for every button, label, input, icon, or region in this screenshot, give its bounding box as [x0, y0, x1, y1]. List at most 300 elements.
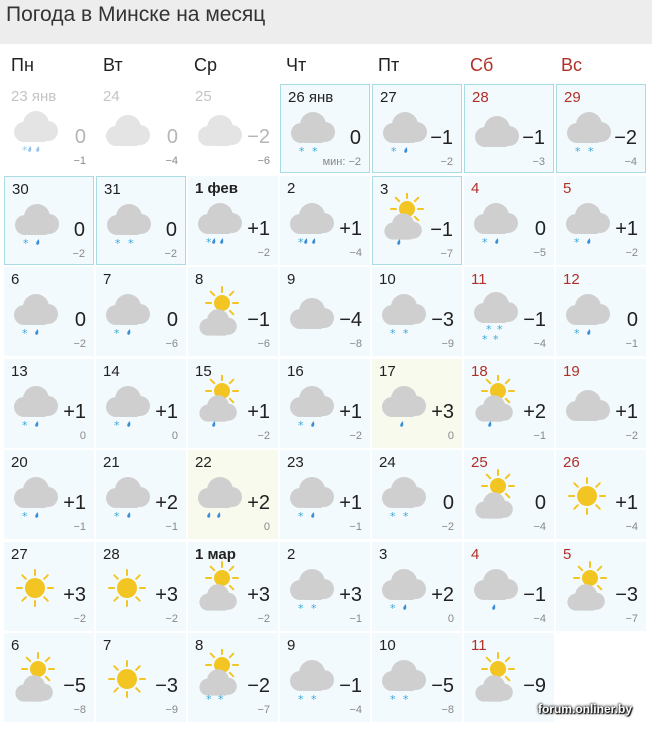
min-temperature: −6 [165, 338, 178, 350]
cloud-snow-rain-icon [100, 466, 154, 526]
max-temperature: +1 [339, 492, 362, 514]
max-temperature: 0 [73, 218, 85, 241]
svg-text:*: * [574, 327, 580, 340]
day-number: 1 фев [195, 179, 239, 197]
cloud-icon [560, 375, 614, 435]
svg-text:*: * [482, 235, 488, 249]
max-temperature: 0 [349, 127, 361, 149]
max-temperature: +3 [63, 583, 86, 606]
calendar-grid [4, 84, 648, 724]
cloud-snow-rain-icon [284, 375, 338, 435]
cloud-shape [474, 292, 518, 323]
cloud-snow-icon [376, 283, 430, 343]
cloud-snow-snow-icon [468, 283, 522, 343]
day-cell[interactable] [4, 176, 94, 265]
max-temperature: 0 [74, 126, 86, 148]
svg-text:*: * [497, 323, 503, 336]
max-temperature: −2 [247, 675, 270, 697]
day-number: 1 мар [195, 545, 236, 563]
day-number: 8 [195, 271, 204, 288]
cloud-shape [382, 660, 426, 691]
day-cell[interactable] [4, 359, 94, 448]
day-number: 2 [287, 179, 296, 197]
day-cell[interactable] [4, 267, 94, 356]
cloud-shape [198, 115, 242, 146]
sun-cloud-icon [560, 558, 614, 618]
max-temperature: +3 [247, 583, 270, 606]
cloud-shape [290, 569, 334, 600]
day-number: 28 [103, 545, 120, 563]
cloud-shape [14, 386, 58, 417]
day-number: 7 [103, 271, 112, 288]
cloud-snow-icon [101, 193, 155, 253]
day-cell[interactable] [372, 84, 462, 173]
cloud-snow-rain-icon [560, 283, 614, 343]
day-number: 23 янв [11, 88, 57, 105]
max-temperature: +1 [339, 217, 362, 240]
day-cell[interactable] [96, 267, 186, 356]
day-cell[interactable] [464, 542, 554, 631]
min-temperature: −1 [625, 338, 638, 350]
day-cell[interactable] [188, 633, 278, 722]
day-number: 11 [471, 271, 487, 288]
min-temperature: −1 [73, 155, 86, 167]
svg-text:*: * [128, 236, 134, 250]
day-cell[interactable] [96, 633, 186, 722]
cloud-shape [566, 203, 610, 234]
max-temperature: 0 [166, 126, 178, 148]
svg-text:*: * [482, 333, 488, 343]
svg-text:*: * [298, 418, 304, 432]
min-temperature: −4 [349, 246, 362, 259]
cloud-shape [566, 390, 610, 421]
svg-text:*: * [403, 510, 409, 523]
cloud-shape [382, 477, 426, 508]
day-number: 14 [103, 362, 120, 380]
min-temperature: −4 [533, 338, 546, 350]
day-cell[interactable] [556, 84, 646, 173]
cloud-shape [290, 477, 334, 508]
max-temperature: +1 [339, 400, 362, 423]
day-cell[interactable] [372, 450, 462, 539]
max-temperature: −1 [522, 127, 545, 149]
day-number: 21 [103, 454, 120, 471]
max-temperature: −2 [614, 127, 637, 149]
cloud-shape [566, 294, 610, 325]
max-temperature: +1 [247, 217, 270, 240]
day-number: 28 [472, 89, 489, 106]
min-temperature: −7 [440, 247, 453, 260]
svg-text:*: * [486, 323, 492, 336]
day-cell[interactable] [372, 267, 462, 356]
min-temperature: −6 [257, 155, 270, 167]
sun-shape [109, 570, 145, 606]
day-number: 24 [103, 88, 120, 105]
day-number: 29 [564, 89, 581, 106]
svg-text:*: * [298, 235, 304, 249]
cloud-snow-rain-icon [560, 192, 614, 252]
sun-cloud-icon [8, 649, 62, 709]
sun-cloud-icon [192, 283, 246, 343]
day-cell[interactable] [372, 542, 462, 631]
cloud-shape [290, 386, 334, 417]
day-number: 6 [11, 637, 20, 654]
day-number: 31 [104, 180, 121, 198]
weekday-label: Ср [194, 55, 218, 75]
cloud-shape [106, 294, 150, 325]
cloud-snow-rain-icon [376, 558, 430, 618]
day-number: 6 [11, 271, 20, 288]
sun-icon [8, 558, 62, 618]
weekday-label: Вт [103, 55, 123, 75]
min-temperature: −4 [349, 704, 362, 716]
max-temperature: +3 [339, 583, 362, 606]
cloud-snow-icon [376, 649, 430, 709]
cloud-shape [382, 569, 426, 600]
weekday-label: Сб [470, 55, 494, 75]
day-cell[interactable] [96, 542, 186, 631]
cloud-icon [284, 283, 338, 343]
cloud-shape [290, 203, 334, 234]
svg-text:*: * [298, 693, 304, 706]
day-number: 27 [11, 545, 28, 563]
day-number: 12 [563, 271, 580, 288]
svg-text:*: * [298, 510, 304, 523]
sun-cloud-rain-icon [377, 193, 431, 253]
cloud-shape [291, 112, 335, 143]
page-title: Погода в Минске на месяц [6, 3, 266, 26]
cloud-rain-icon [468, 558, 522, 618]
max-temperature: 0 [626, 309, 638, 331]
sun-icon [100, 649, 154, 709]
day-number: 19 [563, 362, 580, 380]
svg-text:*: * [114, 327, 120, 340]
day-cell[interactable] [464, 176, 554, 265]
cloud-shape [567, 112, 611, 143]
min-temperature: 0 [79, 429, 86, 442]
max-temperature: 0 [165, 218, 177, 241]
cloud-shape [198, 203, 242, 234]
day-cell[interactable] [556, 176, 646, 265]
min-temperature: −2 [72, 247, 85, 260]
cloud-snow-rain-icon [8, 375, 62, 435]
day-cell[interactable] [280, 450, 370, 539]
day-number: 30 [12, 180, 29, 198]
svg-text:*: * [391, 145, 397, 158]
svg-text:*: * [588, 145, 594, 158]
sun-shape [569, 478, 605, 514]
day-cell[interactable] [280, 633, 370, 722]
svg-text:*: * [390, 327, 396, 340]
svg-text:*: * [311, 693, 317, 706]
day-number: 25 [195, 88, 212, 105]
min-temperature: −2 [257, 429, 270, 442]
day-number: 9 [287, 271, 296, 288]
day-cell[interactable] [96, 176, 186, 265]
svg-text:*: * [403, 693, 409, 706]
day-cell[interactable] [4, 542, 94, 631]
day-number: 13 [11, 362, 28, 380]
day-cell[interactable] [372, 633, 462, 722]
svg-text:*: * [299, 145, 305, 158]
max-temperature: 0 [166, 309, 178, 331]
day-number: 22 [195, 454, 212, 471]
day-cell[interactable] [4, 450, 94, 539]
min-temperature: −1 [165, 521, 178, 533]
max-temperature: 0 [74, 309, 86, 331]
day-cell[interactable] [188, 176, 278, 265]
svg-text:*: * [114, 418, 120, 432]
max-temperature: 0 [534, 492, 546, 514]
cloud-snow-rain-icon [468, 192, 522, 252]
svg-text:*: * [206, 235, 212, 249]
sun-icon [100, 558, 154, 618]
svg-text:*: * [574, 235, 580, 249]
cloud-shape [475, 116, 519, 147]
day-cell[interactable] [188, 450, 278, 539]
max-temperature: +1 [247, 400, 270, 423]
day-number: 9 [287, 637, 296, 654]
day-cell[interactable] [464, 359, 554, 448]
day-cell[interactable] [188, 542, 278, 631]
day-number: 20 [11, 454, 28, 471]
day-cell[interactable] [464, 84, 554, 173]
day-cell[interactable] [4, 84, 94, 173]
cloud-snow-rain-icon [8, 283, 62, 343]
max-temperature: +1 [615, 492, 638, 514]
min-temperature: −1 [533, 429, 546, 442]
min-temperature: 0 [447, 429, 454, 442]
weekday-label: Чт [286, 55, 307, 75]
cloud-snow-icon [284, 649, 338, 709]
header-bar [0, 0, 652, 44]
svg-text:*: * [403, 327, 409, 340]
cloud-shape [474, 569, 518, 600]
max-temperature: +2 [247, 492, 270, 514]
min-temperature: −8 [73, 704, 86, 716]
day-number: 8 [195, 637, 204, 654]
min-temperature: −3 [532, 156, 545, 168]
day-cell[interactable] [188, 84, 278, 173]
cloud-shape [474, 203, 518, 234]
day-number: 3 [379, 545, 388, 563]
day-number: 26 [563, 454, 580, 471]
max-temperature: −1 [523, 309, 546, 331]
max-temperature: +1 [615, 400, 638, 423]
max-temperature: +3 [431, 400, 454, 423]
cloud-icon [469, 101, 523, 161]
day-cell[interactable] [280, 267, 370, 356]
svg-text:*: * [390, 601, 396, 615]
day-number: 15 [195, 362, 212, 380]
max-temperature: 0 [534, 217, 546, 240]
cloud-shape [14, 477, 58, 508]
max-temperature: +1 [63, 400, 86, 423]
sun-cloud-icon [468, 466, 522, 526]
day-cell[interactable] [556, 450, 646, 539]
cloud-rain-heavy-icon [192, 466, 246, 526]
svg-text:*: * [575, 145, 581, 158]
day-cell[interactable] [372, 359, 462, 448]
svg-text:*: * [114, 510, 120, 523]
day-cell[interactable] [464, 267, 554, 356]
min-temperature: −7 [625, 612, 638, 625]
cloud-rain-snow-icon [8, 100, 62, 160]
day-number: 11 [471, 637, 487, 654]
day-cell[interactable] [556, 359, 646, 448]
min-temperature: −2 [73, 338, 86, 350]
day-number: 23 [287, 454, 304, 471]
svg-text:*: * [493, 333, 499, 343]
min-temperature: −2 [625, 429, 638, 442]
svg-text:*: * [22, 144, 28, 157]
max-temperature: +1 [63, 492, 86, 514]
svg-text:*: * [298, 601, 304, 615]
cloud-snow-rain-icon [100, 375, 154, 435]
cloud-shape [290, 660, 334, 691]
cloud-snow-rain-icon [9, 193, 63, 253]
max-temperature: −5 [63, 675, 86, 697]
min-temperature: мин: −2 [322, 156, 361, 168]
day-cell[interactable] [280, 176, 370, 265]
day-cell[interactable] [96, 84, 186, 173]
cloud-shape [107, 204, 151, 235]
max-temperature: −1 [430, 218, 453, 241]
day-number: 2 [287, 545, 296, 563]
svg-text:*: * [390, 693, 396, 706]
max-temperature: +1 [155, 400, 178, 423]
min-temperature: −8 [349, 338, 362, 350]
svg-text:*: * [115, 236, 121, 250]
cloud-shape [383, 112, 427, 143]
cloud-snow-rain-icon [284, 466, 338, 526]
svg-text:*: * [22, 510, 28, 523]
min-temperature: 0 [171, 429, 178, 442]
day-number: 3 [380, 180, 389, 198]
max-temperature: +2 [155, 492, 178, 514]
sun-cloud-icon [468, 649, 522, 709]
max-temperature: −5 [431, 675, 454, 697]
max-temperature: −1 [339, 675, 362, 697]
cloud-icon [100, 100, 154, 160]
svg-text:*: * [312, 145, 318, 158]
day-cell[interactable] [372, 176, 462, 265]
max-temperature: +2 [431, 583, 454, 606]
min-temperature: −1 [349, 521, 362, 533]
svg-text:*: * [311, 601, 317, 615]
day-number: 5 [563, 545, 572, 563]
cloud-shape [382, 386, 426, 417]
day-number: 18 [471, 362, 488, 380]
day-cell[interactable] [188, 359, 278, 448]
sun-cloud-rain-icon [468, 375, 522, 435]
day-number: 16 [287, 362, 304, 380]
max-temperature: −3 [155, 675, 178, 697]
day-cell[interactable] [96, 359, 186, 448]
cloud-shape [14, 294, 58, 325]
max-temperature: 0 [442, 492, 454, 514]
day-number: 10 [379, 637, 396, 654]
day-cell[interactable] [280, 542, 370, 631]
cloud-shape [106, 386, 150, 417]
max-temperature: −4 [339, 309, 362, 331]
weekday-label: Пт [378, 55, 400, 75]
min-temperature: −2 [164, 247, 177, 260]
min-temperature: −4 [624, 156, 637, 168]
day-cell[interactable] [96, 450, 186, 539]
max-temperature: −2 [247, 126, 270, 148]
day-number: 10 [379, 271, 396, 288]
day-cell[interactable] [280, 359, 370, 448]
cloud-snow-icon [561, 101, 615, 161]
cloud-rain-icon [376, 375, 430, 435]
sun-cloud-snow-icon [192, 649, 246, 709]
max-temperature: −1 [430, 127, 453, 149]
cloud-shape [14, 111, 58, 142]
min-temperature: −2 [73, 612, 86, 625]
min-temperature: −4 [165, 155, 178, 167]
cloud-snow-rain-icon [8, 466, 62, 526]
min-temperature: −8 [441, 704, 454, 716]
min-temperature: −7 [257, 704, 270, 716]
svg-text:*: * [22, 418, 28, 432]
min-temperature: −2 [165, 612, 178, 625]
max-temperature: +1 [615, 217, 638, 240]
max-temperature: −3 [615, 583, 638, 606]
sun-icon [560, 466, 614, 526]
min-temperature: −4 [625, 521, 638, 533]
min-temperature: −1 [73, 521, 86, 533]
svg-text:*: * [390, 510, 396, 523]
min-temperature: −4 [533, 521, 546, 533]
min-temperature: −2 [257, 612, 270, 625]
cloud-snow-rain-icon [100, 283, 154, 343]
day-cell[interactable] [188, 267, 278, 356]
day-number: 5 [563, 179, 572, 197]
min-temperature: −6 [257, 338, 270, 350]
min-temperature: −2 [257, 246, 270, 259]
sun-shape [109, 661, 145, 697]
min-temperature: 0 [447, 612, 454, 625]
min-temperature: −4 [533, 612, 546, 625]
watermark: forum.onliner.by [537, 702, 632, 716]
day-cell[interactable] [464, 450, 554, 539]
svg-text:*: * [218, 693, 224, 706]
svg-text:*: * [22, 327, 28, 340]
day-cell[interactable] [556, 267, 646, 356]
day-number: 4 [471, 179, 480, 197]
day-cell[interactable] [556, 542, 646, 631]
sun-shape [17, 570, 53, 606]
day-number: 17 [379, 362, 396, 380]
cloud-shape [106, 477, 150, 508]
svg-text:*: * [23, 236, 29, 250]
day-cell[interactable] [4, 633, 94, 722]
day-cell[interactable] [280, 84, 370, 173]
cloud-snow-rain-icon [377, 101, 431, 161]
min-temperature: −1 [349, 612, 362, 625]
min-temperature: −9 [165, 704, 178, 716]
day-number: 4 [471, 545, 480, 563]
max-temperature: −1 [247, 309, 270, 331]
cloud-shape [15, 204, 59, 235]
cloud-rain-snow-icon [284, 192, 338, 252]
min-temperature: −2 [441, 521, 454, 533]
max-temperature: +2 [523, 400, 546, 423]
min-temperature: −9 [441, 338, 454, 350]
max-temperature: −9 [523, 675, 546, 697]
max-temperature: +3 [155, 583, 178, 606]
